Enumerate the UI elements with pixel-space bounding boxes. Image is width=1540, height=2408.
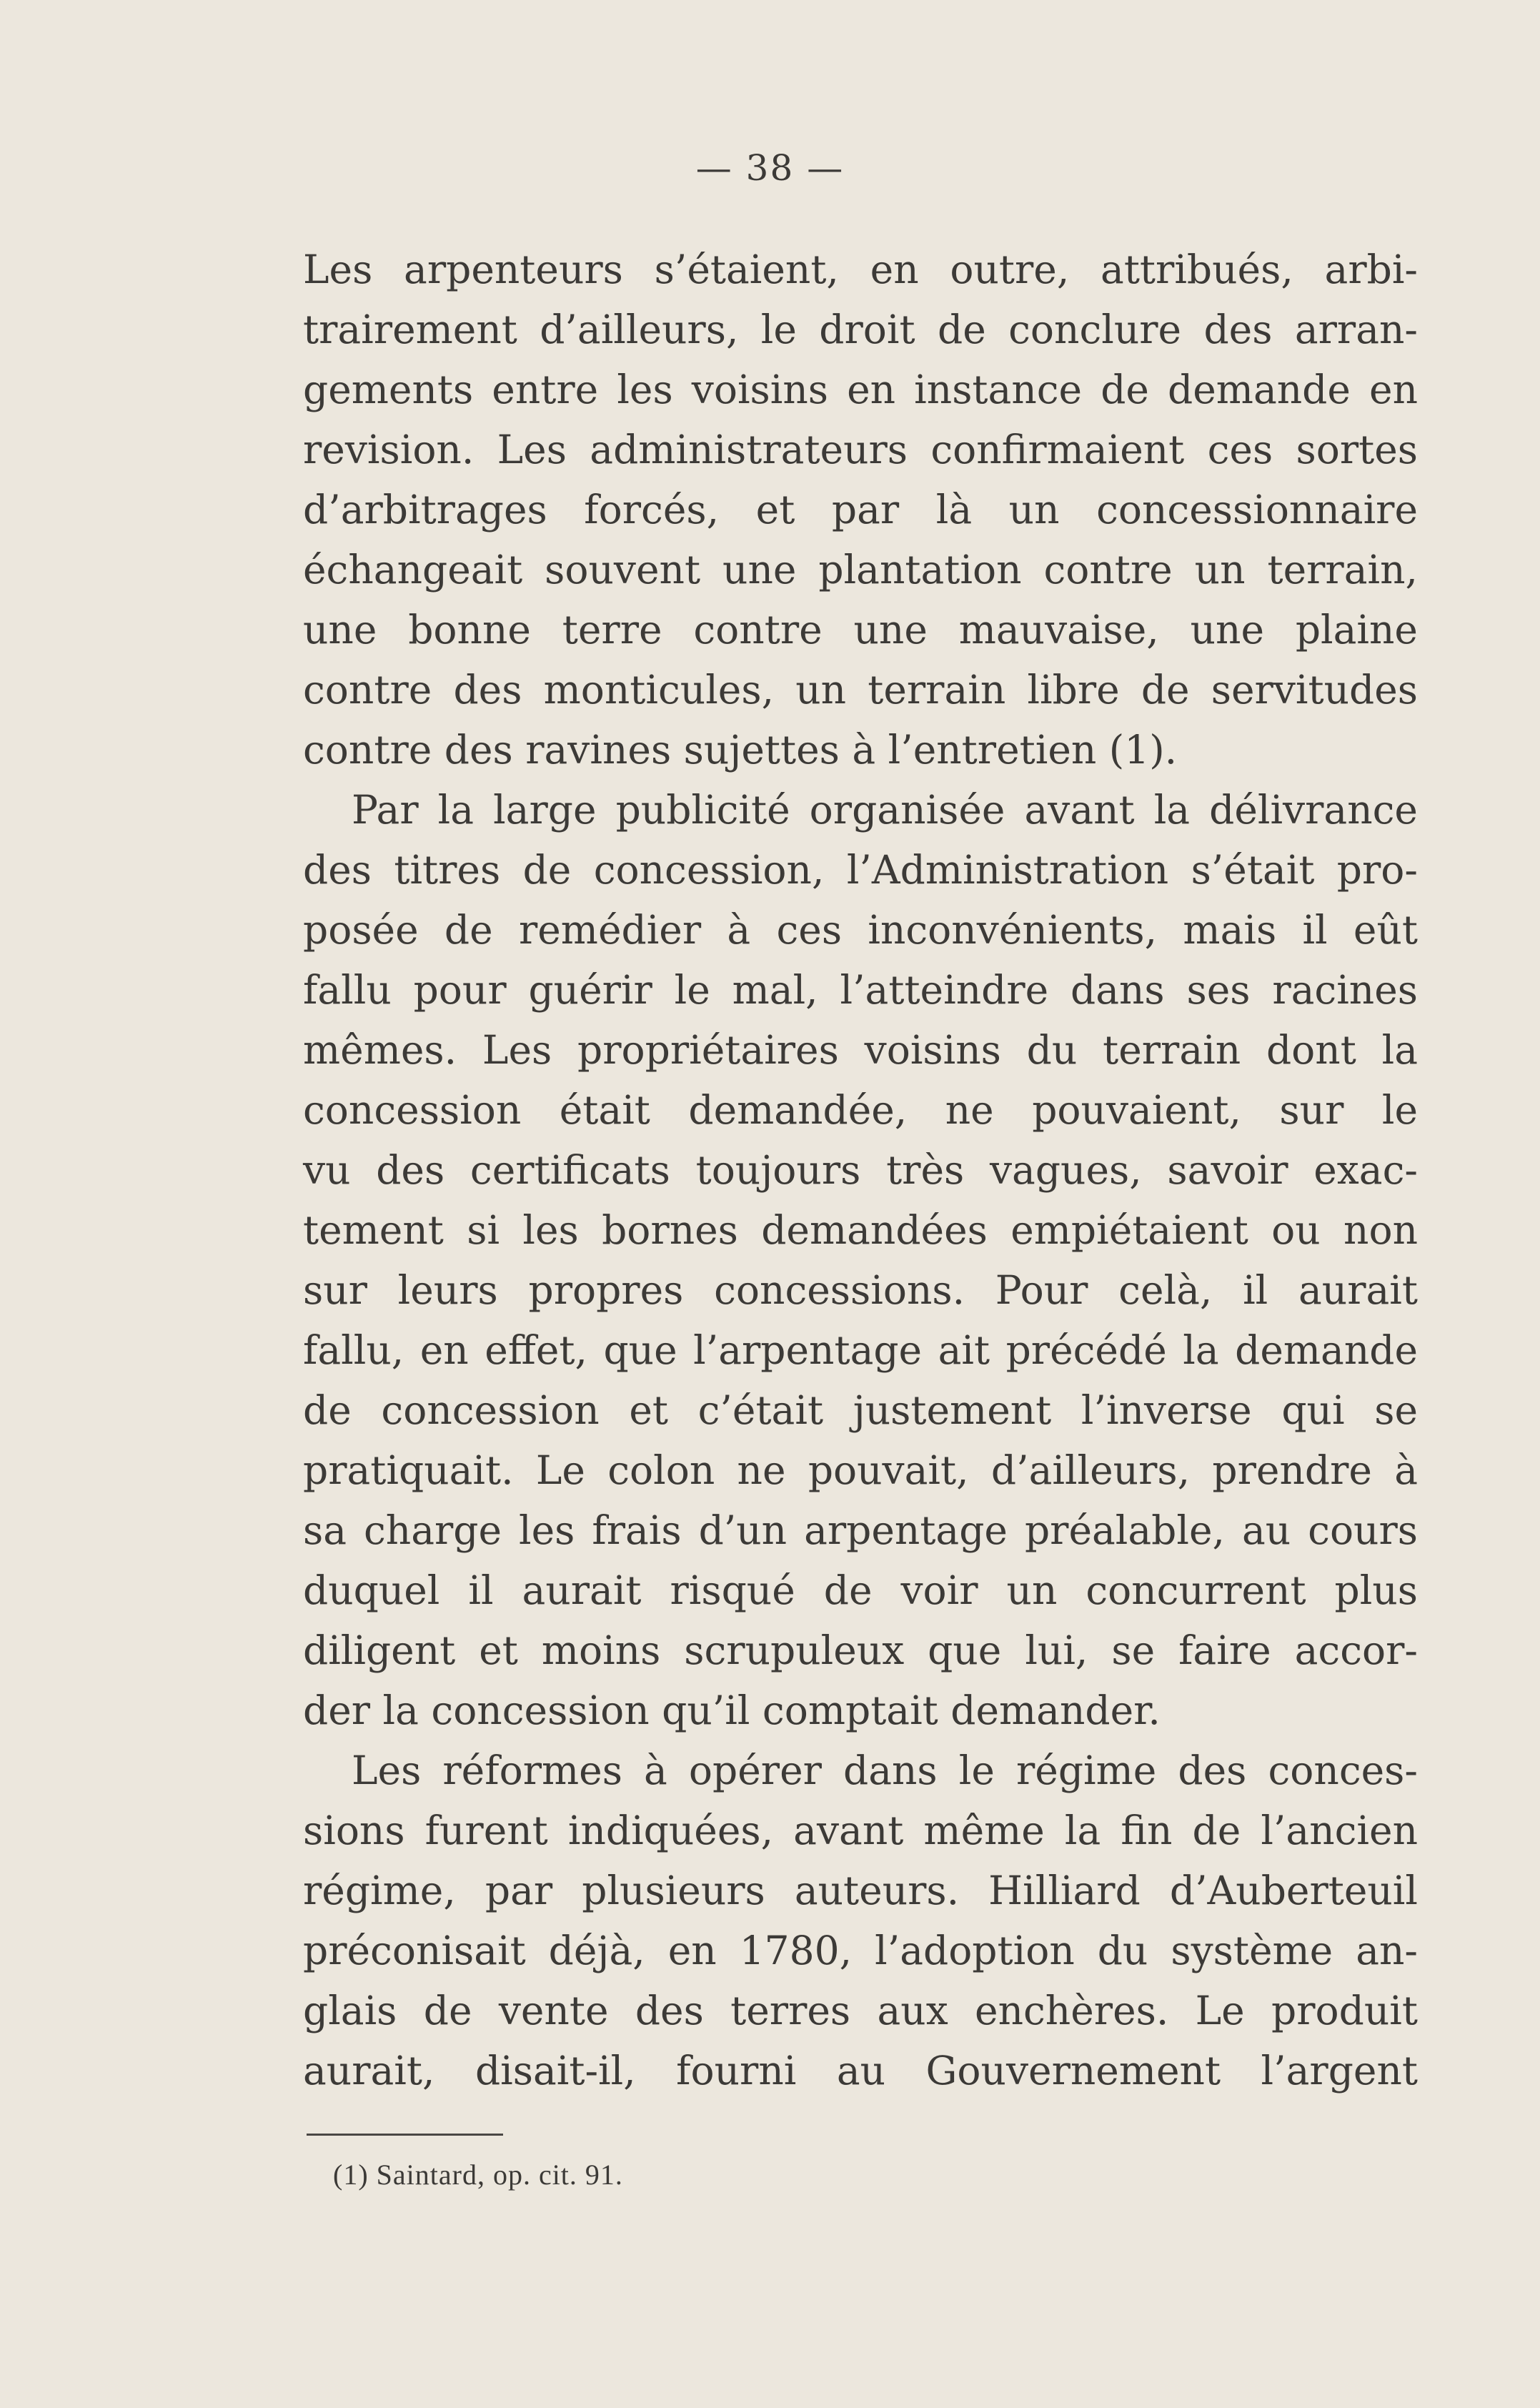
body-text	[303, 239, 1418, 2101]
text-line: sur leurs propres concessions. Pour celà, il aurait	[303, 1267, 1418, 1313]
text-line: diligent et moins scrupuleux que lui, se faire accor-	[303, 1627, 1418, 1673]
text-line: mêmes. Les propriétaires voisins du terrain dont la	[303, 1027, 1418, 1073]
text-line: gements entre les voisins en instance de demande en	[303, 367, 1418, 412]
text-line: glais de vente des terres aux enchères. Le produit	[303, 1988, 1418, 2033]
text-line: d’arbitrages forcés, et par là un concessionnaire	[303, 487, 1418, 532]
text-line: contre des ravines sujettes à l’entretien (1).	[303, 727, 1178, 773]
text-line: sions furent indiquées, avant même la fin de l’ancien	[303, 1808, 1418, 1853]
text-line: trairement d’ailleurs, le droit de conclure des arran-	[303, 307, 1418, 352]
text-line: pratiquait. Le colon ne pouvait, d’ailleurs, prendre à	[303, 1447, 1418, 1493]
text-line: Par la large publicité organisée avant la délivrance	[352, 787, 1418, 833]
text-line: sa charge les frais d’un arpentage préalable, au cours	[303, 1507, 1418, 1553]
text-line: Les arpenteurs s’étaient, en outre, attribués, arbi-	[303, 247, 1418, 292]
text-line: fallu pour guérir le mal, l’atteindre dans ses racines	[303, 967, 1418, 1013]
text-line: revision. Les administrateurs confirmaient ces sortes	[303, 427, 1418, 472]
text-line: régime, par plusieurs auteurs. Hilliard d’Auberteuil	[303, 1868, 1418, 1913]
text-line: échangeait souvent une plantation contre un terrain,	[303, 547, 1418, 593]
text-line: des titres de concession, l’Administration s’était pro-	[303, 847, 1418, 893]
footnote-divider	[307, 2134, 503, 2136]
text-line: de concession et c’était justement l’inverse qui se	[303, 1387, 1418, 1433]
footnote: (1) Saintard, op. cit. 91.	[333, 2159, 623, 2191]
text-line: contre des monticules, un terrain libre de servitudes	[303, 667, 1418, 713]
page-number: — 38 —	[695, 147, 845, 189]
text-line: concession était demandée, ne pouvaient, sur le	[303, 1087, 1418, 1133]
text-line: tement si les bornes demandées empiétaient ou non	[303, 1207, 1418, 1253]
text-line: aurait, disait-il, fourni au Gouvernement l’argent	[303, 2048, 1418, 2094]
text-line: der la concession qu’il comptait demander.	[303, 1688, 1161, 1733]
text-line: préconisait déjà, en 1780, l’adoption du système an-	[303, 1928, 1418, 1973]
text-line: Les réformes à opérer dans le régime des conces-	[352, 1748, 1418, 1793]
text-line: posée de remédier à ces inconvénients, mais il eût	[303, 907, 1418, 953]
text-line: une bonne terre contre une mauvaise, une plaine	[303, 607, 1418, 653]
text-line: duquel il aurait risqué de voir un concurrent plus	[303, 1567, 1418, 1613]
text-line: vu des certificats toujours très vagues, savoir exac-	[303, 1147, 1418, 1193]
text-line: fallu, en effet, que l’arpentage ait précédé la demande	[303, 1327, 1418, 1373]
